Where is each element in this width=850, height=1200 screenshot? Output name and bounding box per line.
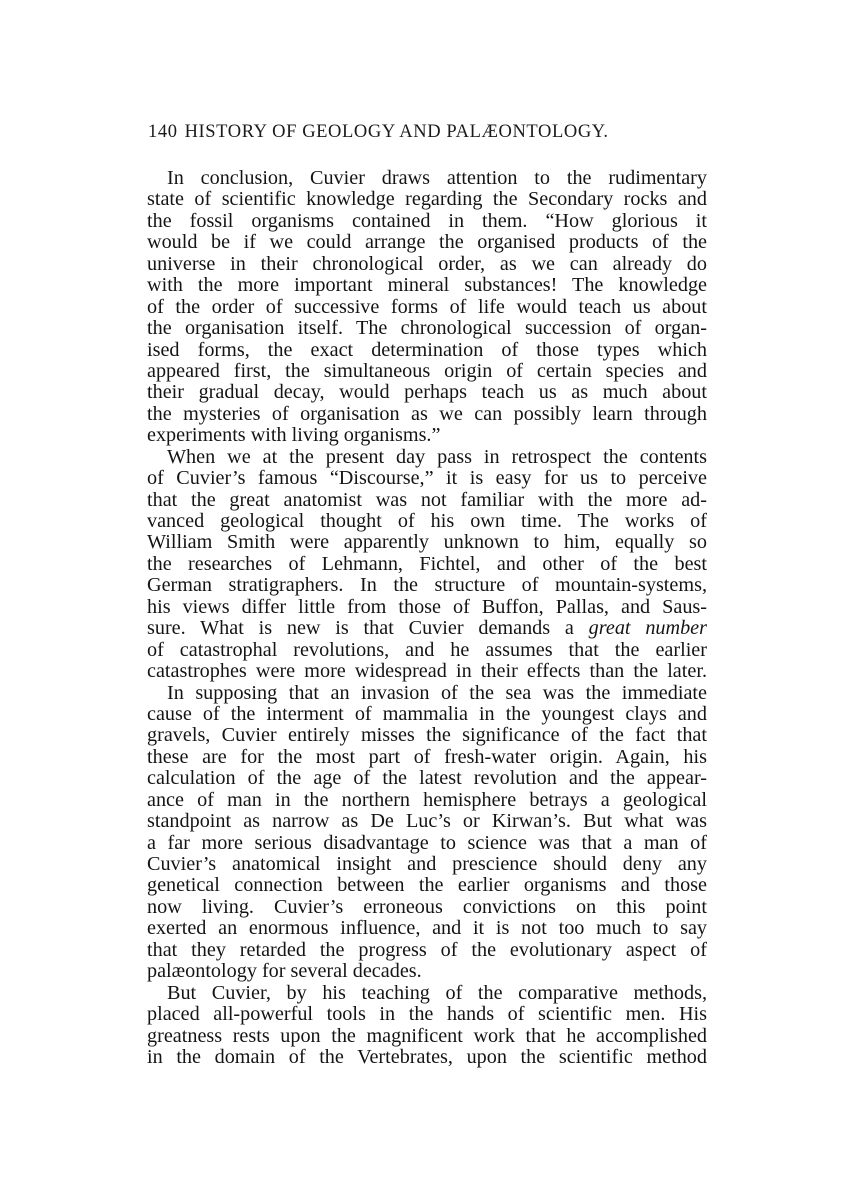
text-line: of the order of successive forms of life would teach us about — [147, 295, 707, 318]
text-line: would be if we could arrange the organised products of the — [147, 231, 707, 254]
text-line: of catastrophal revolutions, and he assumes that the earlier — [147, 638, 707, 661]
text-line: of Cuvier’s famous “Discourse,” it is easy for us to perceive — [147, 467, 707, 490]
text-line: When we at the present day pass in retrospect the contents — [167, 445, 707, 468]
text-line: with the more important mineral substances! The knowledge — [147, 274, 707, 297]
page-number: 140 — [148, 122, 178, 142]
text-line: exerted an enormous influence, and it is not too much to say — [147, 917, 707, 940]
text-line: gravels, Cuvier entirely misses the significance of the fact that — [147, 724, 707, 747]
text-line: that they retarded the progress of the evolutionary aspect of — [147, 938, 707, 961]
text-line: ance of man in the northern hemisphere betrays a geological — [147, 788, 707, 811]
text-line: the mysteries of organisation as we can possibly learn through — [147, 402, 707, 425]
text-line: universe in their chronological order, as we can already do — [147, 252, 707, 275]
text-line: a far more serious disadvantage to science was that a man of — [147, 831, 707, 854]
text-line: calculation of the age of the latest revolution and the appear- — [147, 767, 707, 790]
text-line: experiments with living organisms.” — [147, 424, 441, 447]
text-line: their gradual decay, would perhaps teach us as much about — [147, 381, 707, 404]
text-line: William Smith were apparently unknown to him, equally so — [147, 531, 707, 554]
running-head — [148, 122, 708, 143]
text-line: that the great anatomist was not familiar with the more ad- — [147, 488, 707, 511]
text-line: greatness rests upon the magnificent work that he accomplished — [147, 1024, 707, 1047]
text-line: In conclusion, Cuvier draws attention to the rudimentary — [167, 167, 707, 189]
text-line: appeared first, the simultaneous origin of certain species and — [147, 359, 707, 382]
running-head-title: HISTORY OF GEOLOGY AND PALÆONTOLOGY. — [184, 122, 609, 142]
text-fragment: sure. What is new is that Cuvier demands a — [147, 617, 589, 640]
text-line: In supposing that an invasion of the sea was the immediate — [167, 681, 707, 704]
text-line: the fossil organisms contained in them. “How glorious it — [147, 209, 707, 232]
text-line: these are for the most part of fresh-water origin. Again, his — [147, 745, 707, 768]
text-line: cause of the interment of mammalia in the youngest clays and — [147, 702, 707, 725]
paragraph-3 — [147, 683, 707, 983]
text-line: his views differ little from those of Buffon, Pallas, and Saus- — [147, 595, 707, 618]
text-line: state of scientific knowledge regarding the Secondary rocks and — [147, 188, 707, 211]
text-line: vanced geological thought of his own time. The works of — [147, 510, 707, 532]
text-line: German stratigraphers. In the structure of mountain-systems, — [147, 574, 707, 597]
text-line: the researches of Lehmann, Fichtel, and other of the best — [147, 552, 707, 575]
text-line-with-emphasis — [147, 618, 707, 639]
emphasis-text: great number — [588, 617, 708, 640]
body-text — [147, 168, 707, 1068]
paragraph-4 — [147, 983, 707, 1069]
text-line: placed all-powerful tools in the hands of scientific men. His — [147, 1003, 707, 1026]
text-line: Cuvier’s anatomical insight and prescience should deny any — [147, 853, 707, 875]
text-line: genetical connection between the earlier organisms and those — [147, 874, 707, 897]
text-line: ised forms, the exact determination of those types which — [147, 338, 707, 361]
text-line: in the domain of the Vertebrates, upon the scientific method — [147, 1045, 707, 1068]
text-line: standpoint as narrow as De Luc’s or Kirwan’s. But what was — [147, 810, 707, 833]
text-line: palæontology for several decades. — [147, 960, 422, 983]
paragraph-2 — [147, 447, 707, 683]
text-line: But Cuvier, by his teaching of the comparative methods, — [167, 981, 707, 1004]
text-line: the organisation itself. The chronological succession of organ- — [147, 317, 707, 340]
paragraph-1 — [147, 168, 707, 447]
text-line: now living. Cuvier’s erroneous convictions on this point — [147, 895, 707, 918]
text-line: catastrophes were more widespread in their effects than the later. — [147, 660, 707, 683]
